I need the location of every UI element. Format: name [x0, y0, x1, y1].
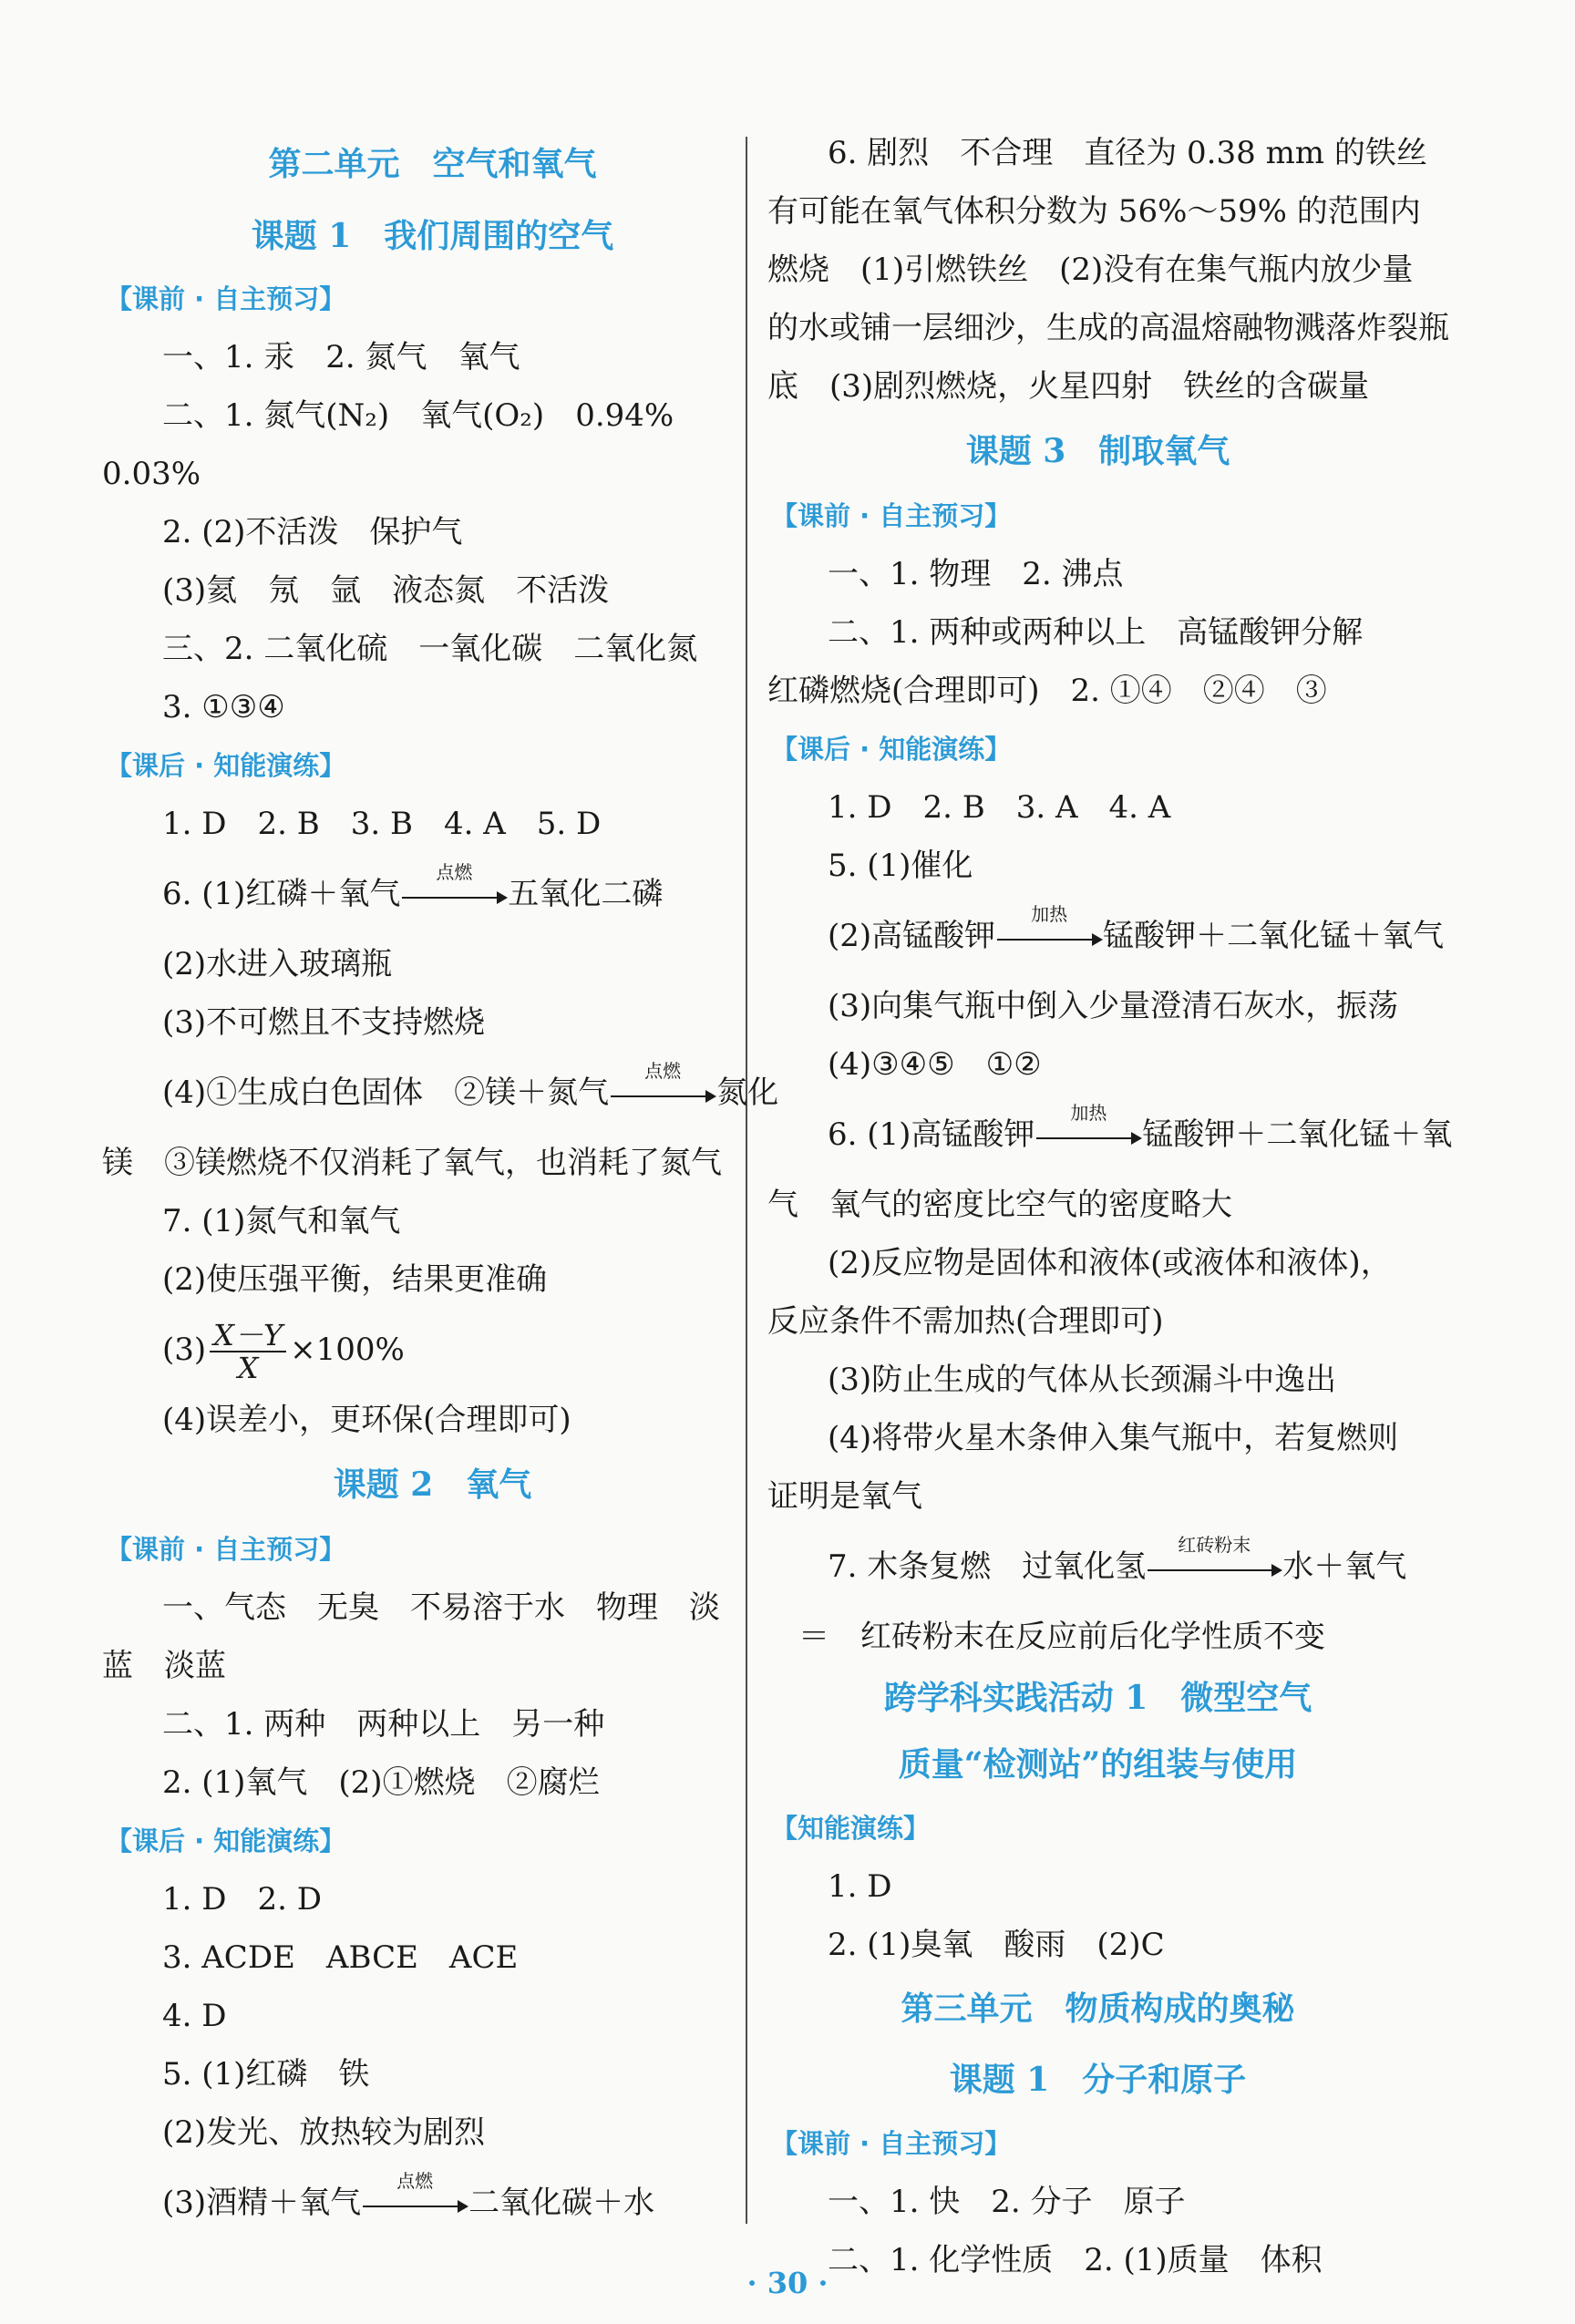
- lesson-title: 课题 3 制取氧气: [965, 432, 1230, 470]
- unit-title: 第三单元 物质构成的奥秘: [901, 1990, 1295, 2028]
- section-tag-post: 【课后 · 知能演练】: [771, 734, 1012, 765]
- reaction-arrow: [995, 903, 1103, 953]
- fraction: [210, 1320, 286, 1383]
- answer-line: 一、气态 无臭 不易溶于水 物理 淡: [162, 1589, 720, 1626]
- equation-reactants: 7. 木条复燃 过氧化氢: [828, 1548, 1147, 1585]
- equation-line: [767, 1094, 1453, 1176]
- answer-line: (3)向集气瓶中倒入少量澄清石灰水，振荡: [828, 988, 1399, 1024]
- right-column: [767, 124, 1453, 2289]
- answer-line: (4)将带火星木条伸入集气瓶中，若复燃则: [828, 1420, 1399, 1456]
- section-tag-pre: 【课前 · 自主预习】: [771, 2128, 1012, 2159]
- answer-line: 证明是氧气: [767, 1478, 922, 1515]
- equation-reactants: (3)酒精＋氧气: [162, 2185, 362, 2221]
- unit-title: 第二单元 空气和氧气: [268, 146, 597, 183]
- activity-title: 质量“检测站”的组装与使用: [898, 1745, 1298, 1784]
- reaction-arrow: [1035, 1102, 1142, 1152]
- answer-line: 镁 ③镁燃烧不仅消耗了氧气，也消耗了氮气: [102, 1145, 722, 1181]
- part-label: (3): [162, 1332, 207, 1368]
- equation-products: 氮化: [716, 1075, 779, 1111]
- answer-line: 二、1. 化学性质 2. (1)质量 体积: [828, 2242, 1323, 2278]
- answer-line: (4)误差小，更环保(合理即可): [162, 1402, 571, 1438]
- equation-products: 锰酸钾＋二氧化锰＋氧气: [1103, 918, 1445, 954]
- equation-line: [767, 895, 1445, 977]
- reaction-arrow: [361, 2170, 468, 2220]
- answer-line: 一、1. 快 2. 分子 原子: [828, 2184, 1186, 2220]
- section-tag-skill: 【知能演练】: [771, 1813, 931, 1844]
- lesson-title: 课题 1 我们周围的空气: [251, 217, 614, 255]
- reaction-condition: 点燃: [436, 861, 473, 883]
- reaction-arrow: [400, 861, 508, 911]
- answer-line: 2. (1)氧气 (2)①燃烧 ②腐烂: [162, 1764, 600, 1801]
- answer-line: 2. (2)不活泼 保护气: [162, 514, 463, 550]
- answer-line: 2. (1)臭氧 酸雨 (2)C: [828, 1927, 1165, 1963]
- reaction-condition: 点燃: [644, 1060, 682, 1082]
- answer-line: (2)反应物是固体和液体(或液体和液体)，: [828, 1245, 1392, 1281]
- reaction-condition: 红砖粉末: [1178, 1534, 1251, 1556]
- reaction-condition: 加热: [1070, 1102, 1107, 1124]
- answer-line: 三、2. 二氧化硫 一氧化碳 二氧化氮: [162, 631, 698, 667]
- equation-reactants: 6. (1)高锰酸钾: [828, 1116, 1035, 1153]
- answer-line: 燃烧 (1)引燃铁丝 (2)没有在集气瓶内放少量: [767, 252, 1414, 288]
- answer-line: (2)水进入玻璃瓶: [162, 946, 393, 982]
- section-tag-pre: 【课前 · 自主预习】: [106, 283, 346, 314]
- equation-products: 锰酸钾＋二氧化锰＋氧: [1142, 1116, 1453, 1153]
- reaction-arrow: [609, 1060, 716, 1110]
- equation-reactants: 6. (1)红磷＋氧气: [162, 876, 401, 912]
- left-column: [102, 128, 779, 2244]
- lesson-title: 课题 1 分子和原子: [949, 2061, 1247, 2099]
- activity-title: 跨学科实践活动 1 微型空气: [883, 1679, 1312, 1717]
- equation-line: [767, 1526, 1428, 1608]
- answer-line: 二、1. 氮气(N₂) 氧气(O₂) 0.94%: [162, 397, 674, 434]
- answer-line: 的水或铺一层细沙，生成的高温熔融物溅落炸裂瓶: [767, 310, 1449, 346]
- answer-line: 二、1. 两种 两种以上 另一种: [162, 1706, 605, 1743]
- section-tag-post: 【课后 · 知能演练】: [106, 750, 346, 781]
- answer-line: 5. (1)红磷 铁: [162, 2056, 370, 2093]
- answer-line: 3. ①③④: [162, 689, 285, 725]
- answer-line: 蓝 淡蓝: [102, 1648, 226, 1684]
- answer-line: 1. D 2. B 3. A 4. A: [828, 789, 1171, 826]
- answer-line: 气 氧气的密度比空气的密度略大: [767, 1187, 1232, 1223]
- answer-line: 6. 剧烈 不合理 直径为 0.38 mm 的铁丝: [828, 135, 1427, 171]
- reaction-condition: 加热: [1031, 903, 1068, 925]
- answer-line: 有可能在氧气体积分数为 56%～59% 的范围内: [767, 193, 1421, 230]
- section-tag-pre: 【课前 · 自主预习】: [771, 500, 1012, 531]
- answer-line: 0.03%: [102, 456, 201, 492]
- equation-products: 二氧化碳＋水: [468, 2185, 655, 2221]
- answer-line: 底 (3)剧烈燃烧，火星四射 铁丝的含碳量: [767, 368, 1370, 405]
- fraction-suffix: ×100%: [290, 1332, 405, 1368]
- equation-line: [102, 853, 763, 935]
- answer-line: (3)防止生成的气体从长颈漏斗中逸出: [828, 1362, 1337, 1398]
- answer-line: 1. D 2. D: [162, 1881, 323, 1918]
- fraction-line: [102, 1309, 763, 1391]
- answer-line: 二、1. 两种或两种以上 高锰酸钾分解: [828, 614, 1364, 651]
- answer-line: 4. D: [162, 1998, 227, 2034]
- equation-line: [102, 1052, 779, 1134]
- equation-line: [102, 2162, 763, 2244]
- answer-line: (3)氦 氖 氩 液态氮 不活泼: [162, 572, 610, 609]
- equation-reactants: (2)高锰酸钾: [828, 918, 996, 954]
- section-tag-post: 【课后 · 知能演练】: [106, 1825, 346, 1856]
- answer-line: (2)发光、放热较为剧烈: [162, 2114, 486, 2151]
- reaction-condition: 点燃: [396, 2170, 434, 2192]
- fraction-numerator: X－Y: [210, 1320, 286, 1352]
- answer-line: (2)使压强平衡，结果更准确: [162, 1261, 548, 1298]
- answer-line: 一、1. 物理 2. 沸点: [828, 556, 1124, 592]
- answer-line: 1. D 2. B 3. B 4. A 5. D: [162, 806, 602, 842]
- equation-reactants: (4)①生成白色固体 ②镁＋氮气: [162, 1075, 610, 1111]
- answer-line: 反应条件不需加热(合理即可): [767, 1303, 1164, 1340]
- section-tag-pre: 【课前 · 自主预习】: [106, 1534, 346, 1565]
- answer-line: 3. ACDE ABCE ACE: [162, 1939, 519, 1976]
- reaction-arrow: [1146, 1534, 1282, 1584]
- lesson-title: 课题 2 氧气: [333, 1465, 532, 1504]
- page-number: · 30 ·: [746, 2266, 829, 2300]
- answer-line: ＝ 红砖粉末在反应前后化学性质不变: [798, 1619, 1325, 1655]
- answer-line: 1. D: [828, 1868, 892, 1905]
- answer-line: (4)③④⑤ ①②: [828, 1046, 1042, 1083]
- equation-products: 水＋氧气: [1282, 1548, 1407, 1585]
- answer-line: 5. (1)催化: [828, 848, 973, 884]
- fraction-denominator: X: [237, 1351, 259, 1385]
- answer-line: 一、1. 汞 2. 氮气 氧气: [162, 339, 520, 375]
- equation-products: 五氧化二磷: [508, 876, 664, 912]
- answer-line: 红磷燃烧(合理即可) 2. ①④ ②④ ③: [767, 673, 1327, 709]
- answer-line: (3)不可燃且不支持燃烧: [162, 1004, 486, 1041]
- answer-line: 7. (1)氮气和氧气: [162, 1203, 401, 1239]
